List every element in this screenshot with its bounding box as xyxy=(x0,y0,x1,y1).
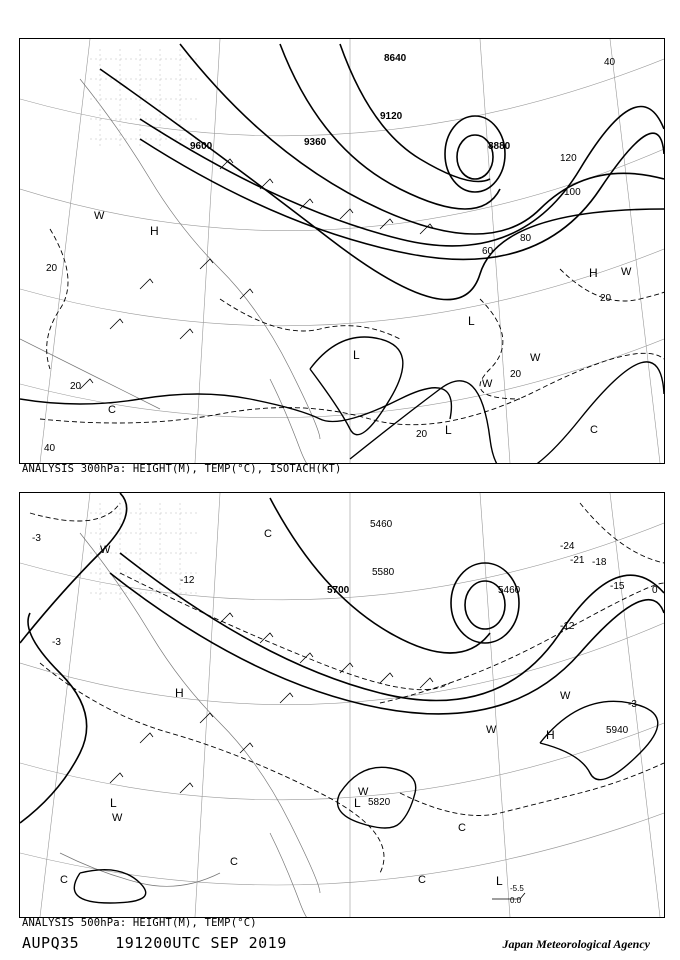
warm-symbol: W xyxy=(482,378,493,390)
temp-label: -12 xyxy=(180,575,195,586)
height-label: 5580 xyxy=(372,567,395,578)
temp-label: -18 xyxy=(592,557,607,568)
height-contours xyxy=(100,44,664,300)
caption-500hpa: ANALYSIS 500hPa: HEIGHT(M), TEMP(°C) xyxy=(22,917,257,929)
temp-label: 0 xyxy=(652,585,658,596)
temp-label: -3 xyxy=(52,637,61,648)
height-label: 9120 xyxy=(380,111,403,122)
isotach-label: 40 xyxy=(44,443,56,454)
height-label: 5820 xyxy=(368,797,391,808)
warm-symbol: W xyxy=(560,690,571,702)
warm-symbol: W xyxy=(486,724,497,736)
chart-300hpa xyxy=(19,38,665,464)
height-label: 9600 xyxy=(190,141,213,152)
temp-label: -3 xyxy=(628,699,637,710)
isotach-label: 40 xyxy=(604,57,616,68)
low-symbol: L xyxy=(110,796,117,810)
low-symbol: L xyxy=(496,874,503,888)
pressure-symbols xyxy=(94,210,632,437)
warm-symbol: W xyxy=(621,266,632,278)
high-symbol: H xyxy=(175,686,184,700)
warm-symbol: W xyxy=(94,210,105,222)
height-label: 5700 xyxy=(327,585,350,596)
cold-symbol: C xyxy=(418,874,426,886)
cold-symbol: C xyxy=(230,856,238,868)
height-label: 5940 xyxy=(606,725,629,736)
height-label: 8640 xyxy=(384,53,407,64)
temp-label: -12 xyxy=(560,621,575,632)
high-symbol: H xyxy=(150,224,159,238)
temp-label: -24 xyxy=(560,541,575,552)
cold-symbol: C xyxy=(264,528,272,540)
pressure-symbols xyxy=(60,528,571,888)
temp-label: -21 xyxy=(570,555,585,566)
chart-id xyxy=(22,934,287,952)
chart-500hpa xyxy=(19,492,665,918)
warm-symbol: W xyxy=(100,544,111,556)
height-label: 5460 xyxy=(370,519,393,530)
cold-symbol: C xyxy=(590,424,598,436)
height-label: 5460 xyxy=(498,585,521,596)
low-symbol: L xyxy=(468,314,475,328)
low-symbol: L xyxy=(445,423,452,437)
temp-label: -3 xyxy=(32,533,41,544)
chart-time: 191200UTC SEP 2019 xyxy=(115,934,287,952)
wind-barbs xyxy=(110,613,433,793)
coastline xyxy=(60,533,330,917)
isotach-labels xyxy=(44,57,616,454)
isotach-label: 20 xyxy=(46,263,58,274)
isotach-label: 80 xyxy=(520,233,532,244)
warm-symbol: W xyxy=(112,812,123,824)
southern-contours xyxy=(20,337,664,463)
isotach-label: 60 xyxy=(482,246,494,257)
agency-name: Japan Meteorological Agency xyxy=(502,937,650,951)
isotach-label: 20 xyxy=(600,293,612,304)
isotach-label: 120 xyxy=(560,153,577,164)
warm-symbol: W xyxy=(530,352,541,364)
height-label: 9360 xyxy=(304,137,327,148)
cold-symbol: C xyxy=(458,822,466,834)
height-label: 8880 xyxy=(488,141,511,152)
graticule xyxy=(20,39,664,463)
isotach-label: 20 xyxy=(416,429,428,440)
caption-300hpa: ANALYSIS 300hPa: HEIGHT(M), TEMP(°C), ISOTACH(KT) xyxy=(22,463,342,475)
map-500hpa xyxy=(20,493,664,917)
high-symbol: H xyxy=(589,266,598,280)
low-symbol: L xyxy=(354,796,361,810)
height-labels xyxy=(190,53,511,152)
map-300hpa xyxy=(20,39,664,463)
cold-symbol: C xyxy=(60,874,68,886)
cold-symbol: C xyxy=(108,404,116,416)
temp-label: -15 xyxy=(610,581,625,592)
warm-symbol: W xyxy=(358,786,369,798)
isotach-label: 20 xyxy=(510,369,522,380)
isotach-label: 20 xyxy=(70,381,82,392)
low-symbol: L xyxy=(353,348,360,362)
legend-temp: -5.5 xyxy=(510,884,524,893)
isotachs xyxy=(40,229,664,425)
chart-code: AUPQ35 xyxy=(22,934,80,952)
station-grid xyxy=(90,49,200,149)
legend-dewpoint: 0.0 xyxy=(510,896,522,905)
isotach-label: 100 xyxy=(564,187,581,198)
graticule xyxy=(20,493,664,917)
coastline xyxy=(20,79,330,463)
closed-contours xyxy=(74,701,657,903)
high-symbol: H xyxy=(546,728,555,742)
